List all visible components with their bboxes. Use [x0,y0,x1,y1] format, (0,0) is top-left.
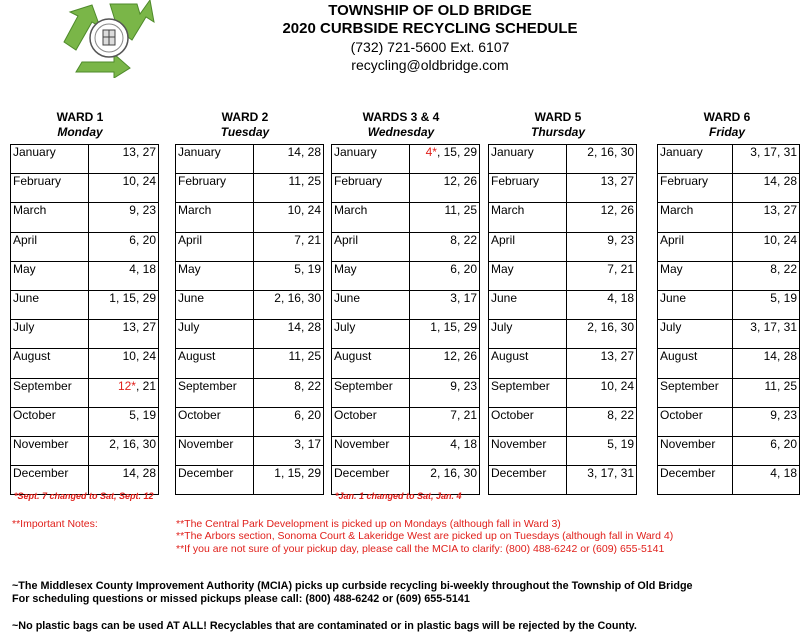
month-cell: July [332,320,410,349]
month-cell: October [11,407,89,436]
month-cell: September [489,378,567,407]
pickup-dates: 10, 24 [122,174,156,189]
ward-day: Friday [708,125,745,139]
table-row [489,407,637,436]
dates-cell [89,320,159,349]
dates-cell [733,261,800,290]
pickup-dates: 12, 26 [443,174,477,189]
ward-heading [331,110,471,140]
dates-cell [89,145,159,174]
important-notes-label: **Important Notes: [12,518,98,530]
dates-cell [89,349,159,378]
dates-cell [254,290,324,319]
table-row [332,174,480,203]
ward-name: WARD 2 [221,110,269,124]
table-row [658,378,800,407]
dates-cell [567,320,637,349]
note-line: **If you are not sure of your pickup day, please call the MCIA to clarify: (800) 488-6242 or (609) 655-5141 [176,542,665,555]
dates-cell [567,232,637,261]
dates-cell [410,320,480,349]
table-row [11,407,159,436]
dates-cell [254,349,324,378]
ward-footnote: *Sept. 7 changed to Sat, Sept. 12 [14,491,154,501]
important-notes [176,518,673,555]
dates-cell [254,203,324,232]
ward-schedule-table [175,144,324,495]
ward-footnote: *Jan. 1 changed to Sat, Jan. 4 [335,491,462,501]
month-cell: March [176,203,254,232]
pickup-dates: , 21 [135,378,156,393]
schedule-title: 2020 CURBSIDE RECYCLING SCHEDULE [282,20,578,37]
table-row [489,378,637,407]
pickup-dates: 14, 28 [763,349,797,364]
dates-cell [733,436,800,465]
month-cell: January [176,145,254,174]
dates-cell [254,232,324,261]
pickup-dates: 7, 21 [294,232,321,247]
township-title: TOWNSHIP OF OLD BRIDGE [328,2,532,19]
table-row [11,378,159,407]
month-cell: September [658,378,733,407]
pickup-dates: 12, 26 [443,349,477,364]
month-cell: June [658,290,733,319]
month-cell: September [11,378,89,407]
month-cell: May [489,261,567,290]
email-address: recycling@oldbridge.com [351,57,509,73]
dates-cell [410,378,480,407]
pickup-dates: 10, 24 [600,378,634,393]
ward-day: Wednesday [367,125,435,139]
pickup-dates: 9, 23 [607,232,634,247]
pickup-dates: 4, 18 [129,261,156,276]
dates-cell [733,232,800,261]
table-row [11,320,159,349]
month-cell: February [176,174,254,203]
month-cell: October [658,407,733,436]
month-cell: March [489,203,567,232]
ward-name: WARD 5 [534,110,582,124]
month-cell: March [11,203,89,232]
pickup-dates: 1, 15, 29 [109,290,156,305]
dates-cell [733,407,800,436]
month-cell: April [11,232,89,261]
ward-name: WARD 6 [703,110,751,124]
month-cell: July [176,320,254,349]
month-cell: December [658,466,733,495]
month-cell: December [11,466,89,495]
pickup-dates: 10, 24 [122,349,156,364]
month-cell: December [489,466,567,495]
pickup-dates: 8, 22 [450,232,477,247]
table-row [658,232,800,261]
month-cell: May [11,261,89,290]
table-row [658,145,800,174]
table-row [11,232,159,261]
pickup-dates: 13, 27 [122,145,156,159]
table-row [658,349,800,378]
table-row [332,261,480,290]
month-cell: March [658,203,733,232]
note-line: **The Arbors section, Sonoma Court & Lakeridge West are picked up on Tuesdays (although fall in Ward 4) [176,530,674,543]
month-cell: October [332,407,410,436]
dates-cell [567,174,637,203]
table-row [176,203,324,232]
pickup-dates: 7, 21 [607,261,634,276]
month-cell: June [11,290,89,319]
table-row [332,349,480,378]
pickup-dates: 9, 23 [770,407,797,422]
dates-cell [410,203,480,232]
table-row [176,232,324,261]
table-row [176,174,324,203]
pickup-dates: 9, 23 [129,203,156,218]
table-row [489,466,637,495]
month-cell: February [11,174,89,203]
pickup-dates: 13, 27 [122,320,156,335]
dates-cell [254,378,324,407]
table-row [11,290,159,319]
month-cell: February [489,174,567,203]
table-row [658,203,800,232]
month-cell: May [332,261,410,290]
pickup-dates: 5, 19 [770,290,797,305]
pickup-dates: 5, 19 [607,436,634,451]
pickup-dates: 9, 23 [450,378,477,393]
table-row [489,174,637,203]
month-cell: July [11,320,89,349]
table-row [658,466,800,495]
dates-cell [733,145,800,174]
month-cell: June [176,290,254,319]
table-row [176,466,324,495]
dates-cell [567,203,637,232]
month-cell: September [332,378,410,407]
dates-cell [567,436,637,465]
pickup-dates: 3, 17, 31 [750,320,797,335]
dates-cell [254,145,324,174]
table-row [489,290,637,319]
table-row [489,203,637,232]
ward-schedule-table [10,144,159,495]
dates-cell [89,203,159,232]
month-cell: August [332,349,410,378]
dates-cell [254,407,324,436]
dates-cell [567,349,637,378]
month-cell: November [332,436,410,465]
ward-name: WARD 1 [56,110,104,124]
pickup-dates: 13, 27 [763,203,797,218]
month-cell: February [658,174,733,203]
month-cell: March [332,203,410,232]
dates-cell [410,174,480,203]
pickup-dates: 4, 18 [770,466,797,481]
dates-cell [254,174,324,203]
dates-cell [89,174,159,203]
month-cell: October [176,407,254,436]
table-row [489,261,637,290]
table-row [176,261,324,290]
changed-date: 4* [425,145,437,159]
ward-heading [10,110,150,140]
table-row [332,320,480,349]
table-row [658,290,800,319]
table-row [658,320,800,349]
changed-date: 12* [117,378,136,393]
month-cell: November [11,436,89,465]
dates-cell [410,290,480,319]
pickup-dates: 14, 28 [122,466,156,481]
pickup-dates: 5, 19 [294,261,321,276]
dates-cell [89,407,159,436]
table-row [658,436,800,465]
month-cell: January [11,145,89,174]
pickup-dates: 11, 25 [288,349,321,364]
dates-cell [567,466,637,495]
pickup-dates: 2, 16, 30 [587,145,634,159]
ward-schedule-table [657,144,800,495]
pickup-dates: 1, 15, 29 [274,466,321,481]
pickup-dates: 8, 22 [770,261,797,276]
month-cell: June [489,290,567,319]
table-row [489,436,637,465]
dates-cell [733,174,800,203]
month-cell: July [489,320,567,349]
table-row [11,174,159,203]
pickup-dates: 11, 25 [444,203,477,218]
dates-cell [410,407,480,436]
month-cell: November [658,436,733,465]
pickup-dates: 6, 20 [450,261,477,276]
ward-day: Thursday [530,125,585,139]
month-cell: May [658,261,733,290]
table-row [176,290,324,319]
dates-cell [89,290,159,319]
month-cell: January [332,145,410,174]
month-cell: August [176,349,254,378]
pickup-dates: 6, 20 [129,232,156,247]
month-cell: August [11,349,89,378]
table-row [176,378,324,407]
month-cell: April [658,232,733,261]
table-row [332,378,480,407]
table-row [332,232,480,261]
table-row [489,349,637,378]
pickup-dates: 8, 22 [294,378,321,393]
month-cell: January [489,145,567,174]
dates-cell [89,232,159,261]
pickup-dates: 7, 21 [450,407,477,422]
pickup-dates: 4, 18 [607,290,634,305]
mcia-info [12,580,693,606]
pickup-dates: 2, 16, 30 [430,466,477,481]
ward-schedule-table [488,144,637,495]
pickup-dates: 2, 16, 30 [587,320,634,335]
month-cell: August [658,349,733,378]
month-cell: October [489,407,567,436]
dates-cell [410,145,480,174]
table-row [658,261,800,290]
pickup-dates: 14, 28 [287,320,321,335]
dates-cell [733,349,800,378]
month-cell: April [176,232,254,261]
dates-cell [567,407,637,436]
table-row [176,436,324,465]
table-row [489,320,637,349]
table-row [489,232,637,261]
table-row [176,145,324,174]
table-row [332,407,480,436]
pickup-dates: 2, 16, 30 [274,290,321,305]
dates-cell [254,466,324,495]
mcia-line-2: For scheduling questions or missed pickups please call: (800) 488-6242 or (609) 655-5141 [12,593,470,605]
pickup-dates: 13, 27 [600,174,634,189]
dates-cell [89,378,159,407]
dates-cell [410,349,480,378]
table-row [332,145,480,174]
pickup-dates: 14, 28 [763,174,797,189]
pickup-dates: , 15, 29 [436,145,477,159]
dates-cell [733,203,800,232]
dates-cell [733,466,800,495]
recycling-logo [62,0,157,78]
table-row [11,203,159,232]
ward-day: Tuesday [220,125,270,139]
month-cell: December [332,466,410,495]
table-row [658,407,800,436]
dates-cell [733,290,800,319]
dates-cell [254,320,324,349]
dates-cell [410,232,480,261]
dates-cell [567,290,637,319]
pickup-dates: 6, 20 [294,407,321,422]
note-line: **The Central Park Development is picked up on Mondays (although fall in Ward 3) [176,518,561,530]
month-cell: April [489,232,567,261]
table-row [11,349,159,378]
table-row [11,261,159,290]
pickup-dates: 3, 17 [450,290,477,305]
pickup-dates: 10, 24 [287,203,321,218]
table-row [658,174,800,203]
pickup-dates: 6, 20 [770,436,797,451]
table-row [332,203,480,232]
pickup-dates: 8, 22 [607,407,634,422]
table-row [332,290,480,319]
ward-day: Monday [57,125,103,139]
month-cell: November [489,436,567,465]
month-cell: February [332,174,410,203]
pickup-dates: 11, 25 [764,378,797,393]
dates-cell [567,145,637,174]
dates-cell [567,378,637,407]
pickup-dates: 12, 26 [600,203,634,218]
recycle-arrow-bottom-icon [76,54,130,78]
pickup-dates: 14, 28 [287,145,321,159]
pickup-dates: 11, 25 [288,174,321,189]
plastic-bags-notice: ~No plastic bags can be used AT ALL! Recyclables that are contaminated or in plastic bags will be rejected by the County. [12,620,637,632]
dates-cell [410,436,480,465]
month-cell: November [176,436,254,465]
dates-cell [254,436,324,465]
dates-cell [254,261,324,290]
document-header [230,2,630,74]
month-cell: May [176,261,254,290]
ward-name: WARDS 3 & 4 [362,110,440,124]
table-row [176,320,324,349]
dates-cell [89,261,159,290]
table-row [332,436,480,465]
table-row [11,436,159,465]
mcia-line-1: ~The Middlesex County Improvement Authority (MCIA) picks up curbside recycling bi-weekly throughout the Township of Old Bridge [12,580,693,592]
ward-heading [488,110,628,140]
month-cell: June [332,290,410,319]
pickup-dates: 2, 16, 30 [109,436,156,451]
pickup-dates: 3, 17, 31 [587,466,634,481]
pickup-dates: 1, 15, 29 [430,320,477,335]
month-cell: January [658,145,733,174]
pickup-dates: 3, 17 [294,436,321,451]
table-row [176,407,324,436]
dates-cell [410,261,480,290]
table-row [489,145,637,174]
phone-number: (732) 721-5600 Ext. 6107 [350,39,510,55]
ward-schedule-table [331,144,480,495]
table-row [176,349,324,378]
pickup-dates: 10, 24 [763,232,797,247]
table-row [11,145,159,174]
pickup-dates: 5, 19 [129,407,156,422]
pickup-dates: 13, 27 [600,349,634,364]
month-cell: December [176,466,254,495]
month-cell: September [176,378,254,407]
pickup-dates: 3, 17, 31 [750,145,797,159]
month-cell: August [489,349,567,378]
dates-cell [89,436,159,465]
ward-heading [175,110,315,140]
dates-cell [567,261,637,290]
pickup-dates: 4, 18 [450,436,477,451]
ward-heading [657,110,797,140]
dates-cell [733,320,800,349]
month-cell: April [332,232,410,261]
month-cell: July [658,320,733,349]
dates-cell [733,378,800,407]
